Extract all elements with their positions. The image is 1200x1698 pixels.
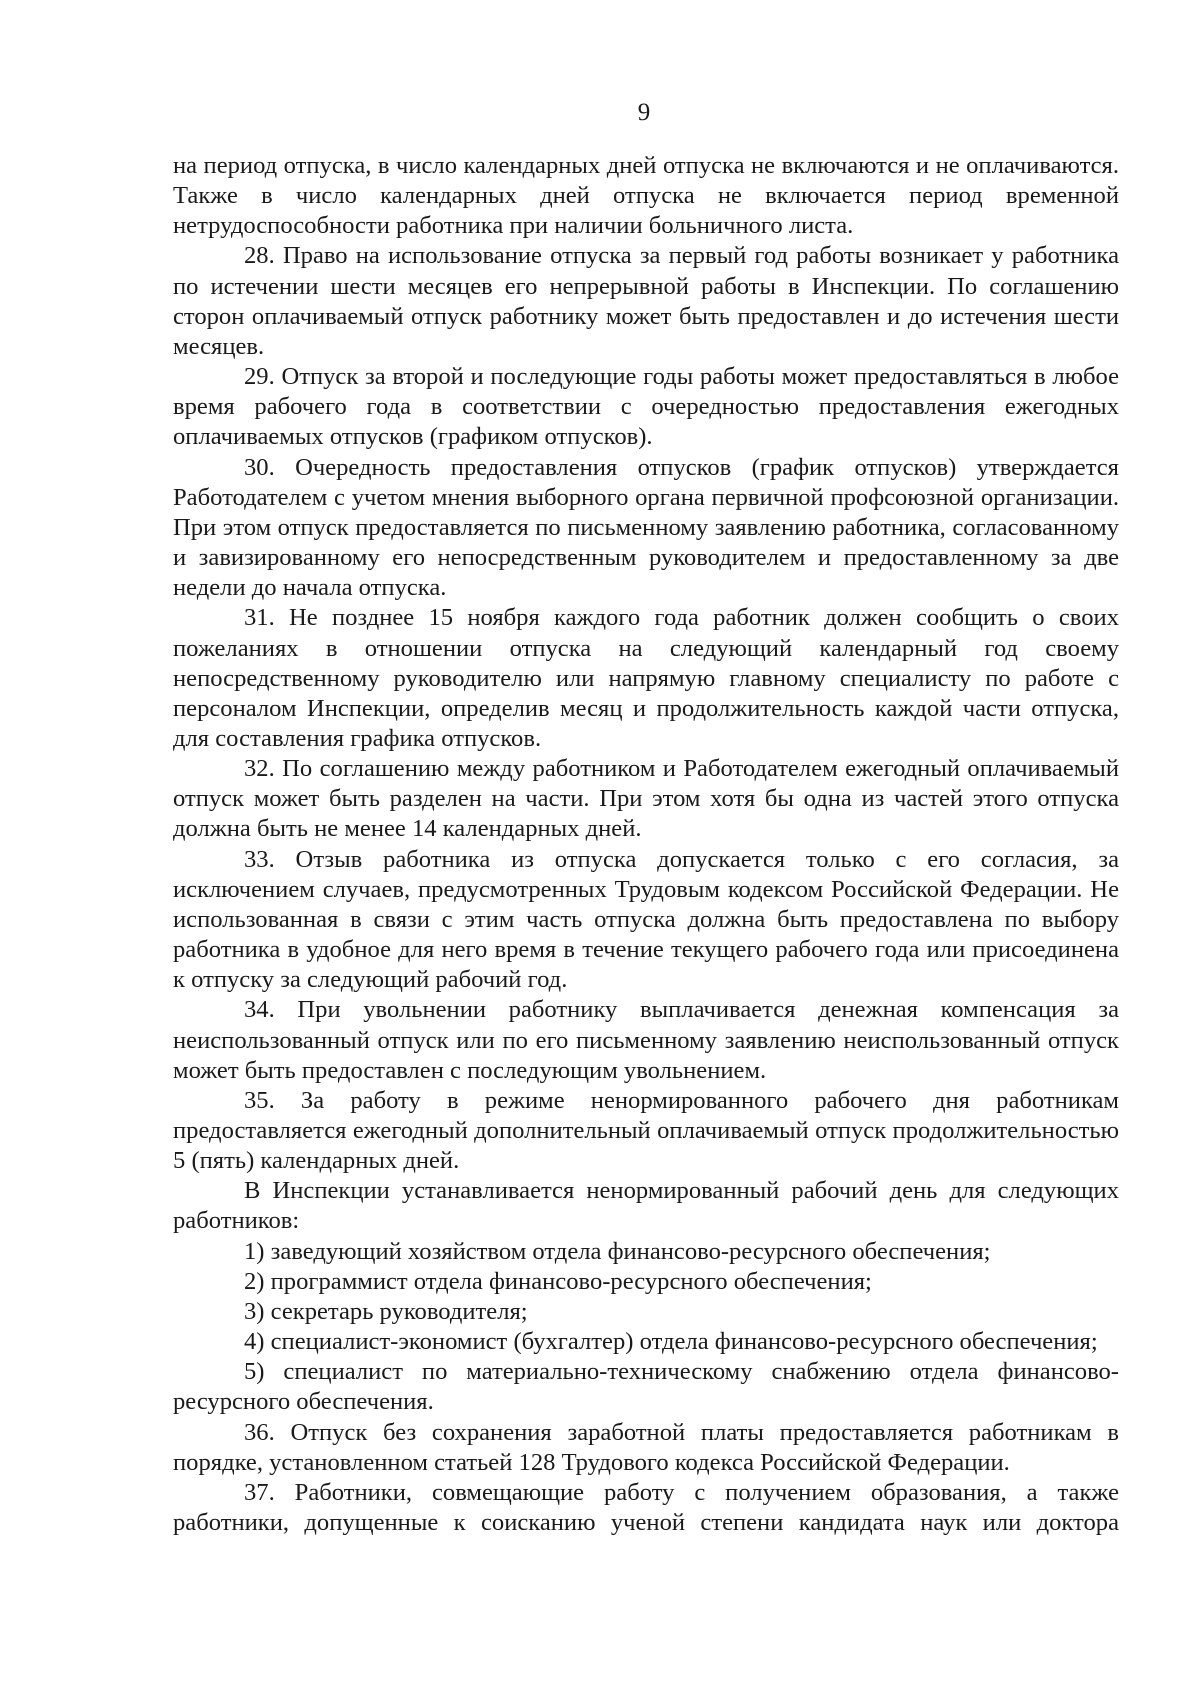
paragraph-35: 35. За работу в режиме ненормированного рабочего дня работникам предоставляется ежегодный дополнительный оплачиваемый отпуск продолжительностью 5 (пять) календарных дней. xyxy=(173,1086,1119,1175)
list-item-5: 5) специалист по материально-техническому снабжению отдела финансово-ресурсного обеспечения. xyxy=(173,1358,1119,1416)
list-item-4: 4) специалист-экономист (бухгалтер) отдела финансово-ресурсного обеспечения; xyxy=(244,1328,1098,1356)
paragraph-31: 31. Не позднее 15 ноября каждого года работник должен сообщить о своих пожеланиях в отношении отпуска на следующий календарный год своему непосредственному руководителю или напрямую главному специалисту по работе с персоналом Инспекции, определив месяц и продолжительность каждой части отпуска, для составления графика отпусков. xyxy=(173,604,1119,752)
paragraph-30: 30. Очередность предоставления отпусков (график отпусков) утверждается Работодателем с учетом мнения выборного органа первичной профсоюзной организации. При этом отпуск предоставляется по письменному заявлению работника, согласованному и завизированному его непосредственным руководителем и предоставленному за две недели до начала отпуска. xyxy=(173,453,1119,602)
list-item-1: 1) заведующий хозяйством отдела финансово-ресурсного обеспечения; xyxy=(244,1237,991,1265)
list-item-3: 3) секретарь руководителя; xyxy=(244,1297,528,1325)
paragraph-33: 33. Отзыв работника из отпуска допускается только с его согласия, за исключением случаев, предусмотренных Трудовым кодексом Российской Федерации. Не использованная в связи с этим часть отпуска должна быть предоставлена по выбору работника в удобное для него время в течение текущего рабочего года или присоединена к отпуску за следующий рабочий год. xyxy=(173,845,1119,994)
paragraph-irregular-day-intro: В Инспекции устанавливается ненормированный рабочий день для следующих работников: xyxy=(173,1177,1119,1235)
paragraph-continuation: на период отпуска, в число календарных дней отпуска не включаются и не оплачиваются. Также в число календарных дней отпуска не включается период временной нетрудоспособности работника при наличии больничного листа. xyxy=(173,152,1119,240)
paragraph-28: 28. Право на использование отпуска за первый год работы возникает у работника по истечении шести месяцев его непрерывной работы в Инспекции. По соглашению сторон оплачиваемый отпуск работнику может быть предоставлен и до истечения шести месяцев. xyxy=(173,242,1119,360)
paragraph-36: 36. Отпуск без сохранения заработной платы предоставляется работникам в порядке, установленном статьей 128 Трудового кодекса Российской Федерации. xyxy=(173,1418,1119,1476)
paragraph-37: 37. Работники, совмещающие работу с получением образования, а также работники, допущенные к соисканию ученой степени кандидата наук или доктора xyxy=(173,1478,1119,1537)
paragraph-34: 34. При увольнении работнику выплачивается денежная компенсация за неиспользованный отпуск или по его письменному заявлению неиспользованный отпуск может быть предоставлен с последующим увольнением. xyxy=(173,996,1119,1084)
document-body xyxy=(173,151,1119,1538)
list-item-2: 2) программист отдела финансово-ресурсного обеспечения; xyxy=(244,1267,872,1295)
paragraph-32: 32. По соглашению между работником и Работодателем ежегодный оплачиваемый отпуск может быть разделен на части. При этом хотя бы одна из частей этого отпуска должна быть не менее 14 календарных дней. xyxy=(173,755,1119,843)
paragraph-29: 29. Отпуск за второй и последующие годы работы может предоставляться в любое время рабочего года в соответствии с очередностью предоставления ежегодных оплачиваемых отпусков (графиком отпусков). xyxy=(173,363,1119,451)
page-number: 9 xyxy=(637,99,651,126)
